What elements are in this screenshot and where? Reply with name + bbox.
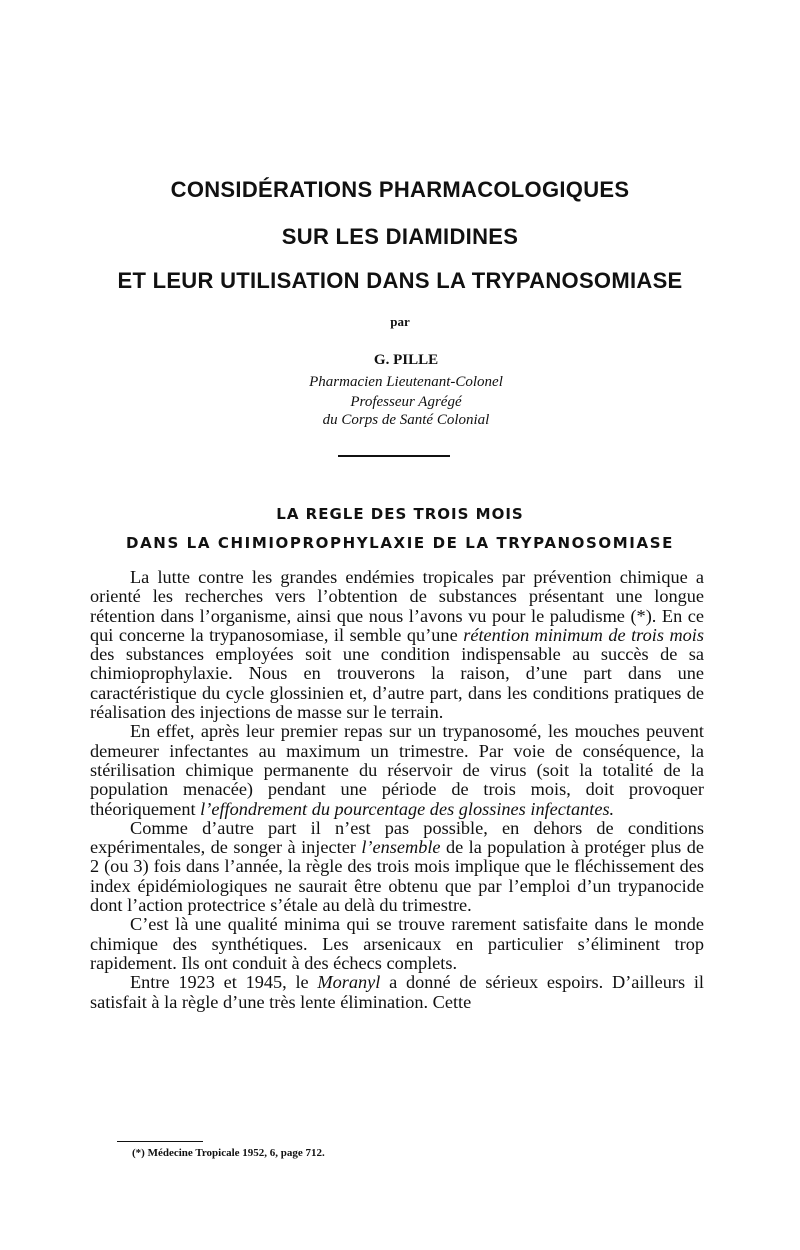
emphasis: l’ensemble: [361, 837, 441, 858]
title-line-3: ET LEUR UTILISATION DANS LA TRYPANOSOMIASE: [117, 268, 683, 293]
body-text: [90, 568, 704, 1012]
footnote-rule: [117, 1141, 203, 1142]
author-affiliation-3: du Corps de Santé Colonial: [322, 412, 490, 428]
emphasis: l’effondrement du pourcentage des glossines infectantes.: [200, 798, 615, 819]
author-affiliation-1: Pharmacien Lieutenant-Colonel: [309, 374, 503, 390]
byline-par: par: [390, 314, 410, 329]
emphasis: Moranyl: [317, 972, 381, 993]
title-line-1: CONSIDÉRATIONS PHARMACOLOGIQUES: [170, 177, 630, 202]
paragraph-3: Comme d’autre part il n’est pas possible, en dehors de conditions expérimentales, de songer à injecter l’ensemble de la population à protéger plus de 2 (ou 3) fois dans l’année, la règle des trois mois implique que le fléchissement des index épidémiologiques ne saurait être obtenu que par l’emploi d’un trypanocide dont l’action protectrice s’étale au delà du trimestre.: [90, 817, 704, 916]
section-heading-1: LA REGLE DES TROIS MOIS: [276, 505, 524, 523]
title-separator-rule: [338, 455, 450, 457]
author-affiliation-2: Professeur Agrégé: [350, 394, 462, 410]
section-heading-2: DANS LA CHIMIOPROPHYLAXIE DE LA TRYPANOSOMIASE: [126, 534, 674, 552]
paragraph-4: C’est là une qualité minima qui se trouve rarement satisfaite dans le monde chimique des synthétiques. Les arsenicaux en particulier s’éliminent trop rapidement. Ils ont conduit à des échecs complets.: [90, 914, 704, 973]
title-line-2: SUR LES DIAMIDINES: [281, 224, 519, 249]
footnote: (*) Médecine Tropicale 1952, 6, page 712.: [132, 1147, 325, 1159]
author-name: G. PILLE: [373, 352, 439, 368]
paragraph-2: En effet, après leur premier repas sur un trypanosomé, les mouches peuvent demeurer infectantes au maximum un trimestre. Par voie de conséquence, la stérilisation chimique permanente du réservoir de virus (soit la totalité de la population menacée) pendant une période de trois mois, doit provoquer théoriquement l’effondrement du pourcentage des glossines infectantes.: [90, 721, 704, 819]
paragraph-5: Entre 1923 et 1945, le Moranyl a donné de sérieux espoirs. D’ailleurs il satisfait à la règle d’une très lente élimination. Cette: [90, 972, 704, 1012]
emphasis: rétention minimum de trois mois: [463, 624, 705, 645]
paragraph-1: La lutte contre les grandes endémies tropicales par prévention chimique a orienté les recherches vers l’obtention de substances présentant une longue rétention dans l’organisme, ainsi que nous l’avons vu pour le paludisme (*). En ce qui concerne la trypanosomiase, il semble qu’une rétention minimum de trois mois des substances employées soit une condition indispensable au succès de sa chimioprophylaxie. Nous en trouverons la raison, d’une part dans une caractéristique du cycle glossinien et, d’autre part, dans les conditions pratiques de réalisation des injections de masse sur le terrain.: [90, 567, 705, 723]
